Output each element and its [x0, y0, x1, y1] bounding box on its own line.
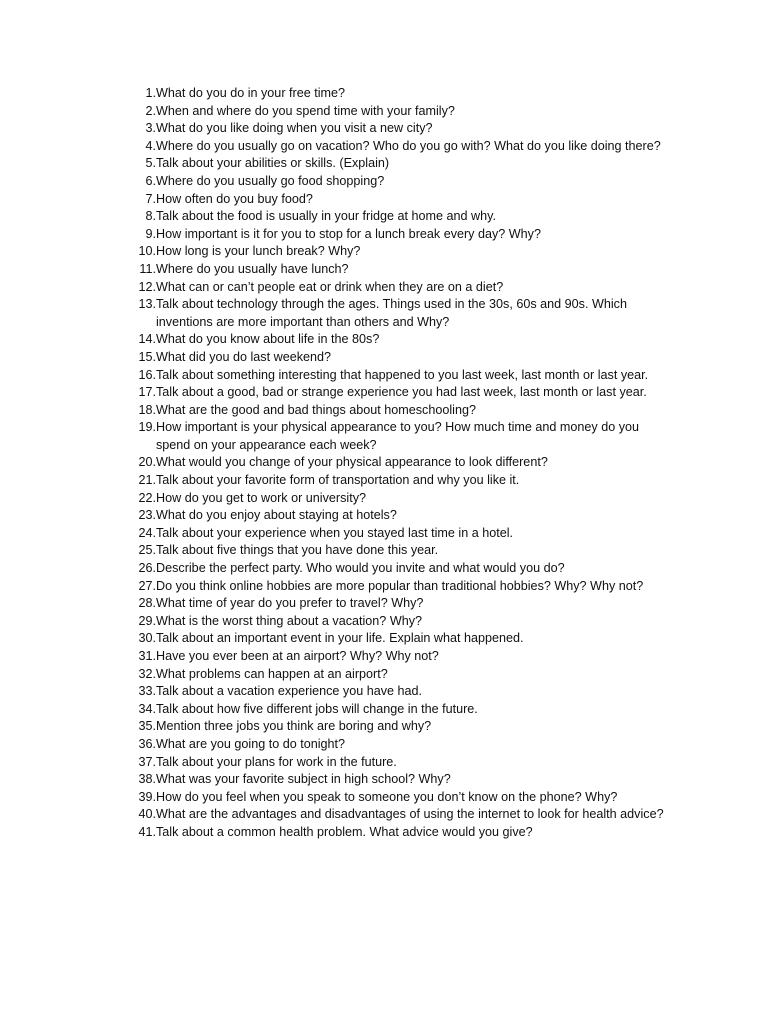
question-number: 19.	[138, 420, 156, 435]
question-text: What do you enjoy about staying at hotels?	[156, 508, 397, 523]
question-item-36	[124, 736, 664, 754]
question-text: What did you do last weekend?	[156, 349, 332, 364]
question-item-16	[124, 367, 664, 385]
question-text: Talk about a good, bad or strange experience you had last week, last month or last year.	[156, 385, 647, 400]
question-text: How often do you buy food?	[156, 191, 313, 206]
question-text: How important is it for you to stop for a lunch break every day? Why?	[156, 226, 541, 241]
question-number: 13.	[138, 297, 156, 312]
question-item-5	[124, 155, 664, 173]
question-number: 29.	[138, 613, 156, 628]
question-text: What are the good and bad things about homeschooling?	[156, 402, 476, 417]
question-number: 9.	[145, 226, 156, 241]
question-item-23	[124, 507, 664, 525]
question-number: 8.	[145, 209, 156, 224]
question-item-37	[124, 754, 664, 772]
question-number: 18.	[138, 402, 156, 417]
question-item-8	[124, 208, 664, 226]
question-number: 10.	[138, 244, 156, 259]
question-item-20	[124, 454, 664, 472]
question-text: How long is your lunch break? Why?	[156, 244, 361, 259]
question-number: 3.	[145, 121, 156, 136]
question-number: 11.	[139, 261, 156, 276]
question-text: What do you do in your free time?	[156, 86, 346, 100]
question-number: 24.	[138, 525, 156, 540]
question-text: Do you think online hobbies are more popular than traditional hobbies? Why? Why not?	[156, 578, 644, 593]
question-item-19	[124, 419, 664, 454]
question-text: What was your favorite subject in high school? Why?	[156, 772, 451, 787]
question-number: 32.	[138, 666, 156, 681]
question-text: Talk about technology through the ages. Things used in the 30s, 60s and 90s. Which inventions are more important than others and Why?	[156, 297, 627, 329]
question-item-22	[124, 490, 664, 508]
question-number: 14.	[138, 332, 156, 347]
question-item-40	[124, 806, 664, 824]
question-number: 4.	[145, 138, 156, 153]
question-text: Talk about the food is usually in your fridge at home and why.	[156, 209, 496, 224]
question-text: Talk about your plans for work in the future.	[156, 754, 397, 769]
question-text: Talk about how five different jobs will change in the future.	[156, 701, 478, 716]
question-text: Talk about five things that you have done this year.	[156, 543, 439, 558]
question-text: What can or can’t people eat or drink when they are on a diet?	[156, 279, 504, 294]
question-item-29	[124, 613, 664, 631]
question-item-24	[124, 525, 664, 543]
question-text: What is the worst thing about a vacation? Why?	[156, 613, 423, 628]
question-number: 38.	[138, 772, 156, 787]
question-text: What do you like doing when you visit a new city?	[156, 121, 433, 136]
question-text: Talk about something interesting that happened to you last week, last month or last year.	[156, 367, 649, 382]
question-text: Talk about your abilities or skills. (Explain)	[156, 156, 390, 171]
question-text: Where do you usually go food shopping?	[156, 173, 385, 188]
question-number: 15.	[138, 349, 156, 364]
question-item-27	[124, 578, 664, 596]
question-number: 37.	[138, 754, 156, 769]
question-item-28	[124, 595, 664, 613]
question-item-13	[124, 296, 664, 331]
question-number: 20.	[138, 455, 156, 470]
question-text: How important is your physical appearance to you? How much time and money do you spend on your appearance each week?	[156, 420, 640, 452]
question-text: Describe the perfect party. Who would you invite and what would you do?	[156, 561, 565, 576]
question-item-35	[124, 718, 664, 736]
question-item-9	[124, 226, 664, 244]
question-text: Where do you usually have lunch?	[156, 261, 349, 276]
question-text: How do you get to work or university?	[156, 490, 366, 505]
question-number: 41.	[138, 824, 156, 839]
question-item-30	[124, 630, 664, 648]
question-item-33	[124, 683, 664, 701]
question-number: 12.	[138, 279, 156, 294]
question-item-39	[124, 789, 664, 807]
question-number: 6.	[145, 173, 156, 188]
question-item-3	[124, 120, 664, 138]
question-number: 26.	[138, 561, 156, 576]
question-number: 21.	[138, 473, 156, 488]
question-text: Where do you usually go on vacation? Who do you go with? What do you like doing there?	[156, 138, 661, 153]
question-text: Mention three jobs you think are boring and why?	[156, 719, 432, 734]
question-text: Talk about your experience when you stayed last time in a hotel.	[156, 525, 514, 540]
question-text: Talk about your favorite form of transportation and why you like it.	[156, 473, 520, 488]
question-text: Talk about an important event in your life. Explain what happened.	[156, 631, 524, 646]
question-number: 28.	[138, 596, 156, 611]
question-number: 22.	[138, 490, 156, 505]
question-item-21	[124, 472, 664, 490]
question-list	[124, 85, 664, 842]
question-text: What problems can happen at an airport?	[156, 666, 388, 681]
question-text: What do you know about life in the 80s?	[156, 332, 380, 347]
question-item-15	[124, 349, 664, 367]
question-item-25	[124, 542, 664, 560]
question-text: What time of year do you prefer to travel? Why?	[156, 596, 424, 611]
question-text: What would you change of your physical appearance to look different?	[156, 455, 548, 470]
question-text: Have you ever been at an airport? Why? Why not?	[156, 649, 439, 663]
question-number: 17.	[138, 385, 156, 400]
question-number: 1.	[145, 86, 156, 100]
question-item-31	[124, 648, 664, 666]
question-item-18	[124, 402, 664, 420]
question-item-1	[124, 85, 664, 103]
question-item-26	[124, 560, 664, 578]
question-item-7	[124, 191, 664, 209]
question-item-17	[124, 384, 664, 402]
question-item-11	[124, 261, 664, 279]
question-item-14	[124, 331, 664, 349]
question-number: 35.	[138, 719, 156, 734]
question-item-12	[124, 279, 664, 297]
question-number: 2.	[145, 103, 156, 118]
question-number: 34.	[138, 701, 156, 716]
question-number: 31.	[138, 649, 156, 663]
question-item-34	[124, 701, 664, 719]
question-item-2	[124, 103, 664, 121]
question-item-4	[124, 138, 664, 156]
question-item-38	[124, 771, 664, 789]
question-text: When and where do you spend time with your family?	[156, 103, 455, 118]
question-number: 30.	[138, 631, 156, 646]
question-text: Talk about a vacation experience you have had.	[156, 684, 423, 699]
question-text: What are you going to do tonight?	[156, 736, 346, 751]
question-number: 5.	[145, 156, 156, 171]
question-number: 36.	[138, 736, 156, 751]
question-number: 7.	[145, 191, 156, 206]
question-text: What are the advantages and disadvantages of using the internet to look for health advice?	[156, 807, 664, 822]
question-item-6	[124, 173, 664, 191]
question-number: 33.	[138, 684, 156, 699]
question-number: 25.	[138, 543, 156, 558]
question-number: 40.	[138, 807, 156, 822]
question-item-10	[124, 243, 664, 261]
question-number: 16.	[138, 367, 156, 382]
question-number: 23.	[138, 508, 156, 523]
question-item-41	[124, 824, 664, 842]
question-item-32	[124, 666, 664, 684]
question-number: 39.	[138, 789, 156, 804]
question-text: How do you feel when you speak to someone you don’t know on the phone? Why?	[156, 789, 618, 804]
question-number: 27.	[138, 578, 156, 593]
question-text: Talk about a common health problem. What advice would you give?	[156, 824, 533, 839]
